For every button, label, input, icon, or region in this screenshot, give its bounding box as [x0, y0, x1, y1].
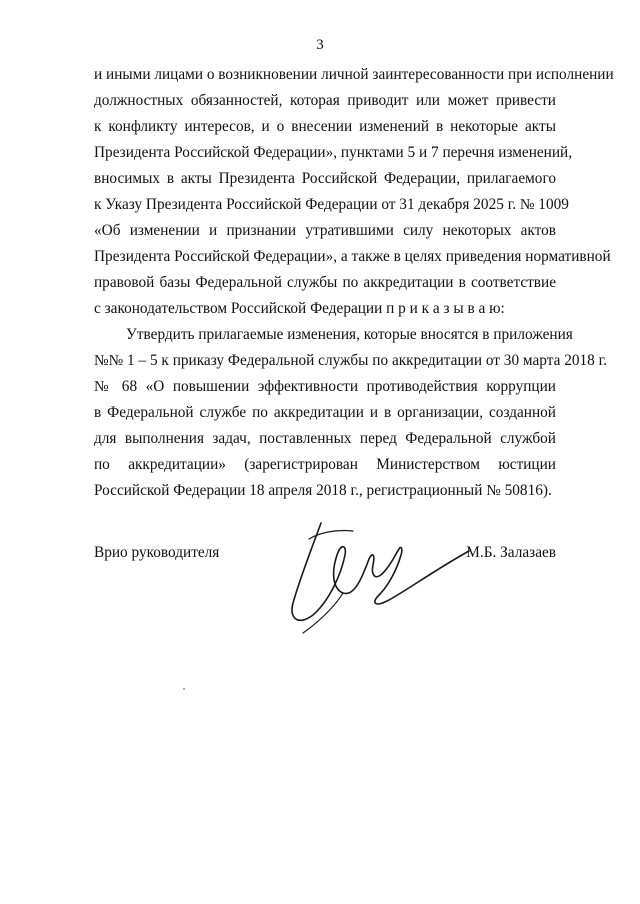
text-line: Российской Федерации 18 апреля 2018 г., регистрационный № 50816).	[94, 482, 552, 499]
text-line: должностных обязанностей, которая приводит или может привести	[94, 92, 556, 109]
text-line: Президента Российской Федерации», пунктами 5 и 7 перечня изменений,	[94, 144, 573, 161]
signer-name: М.Б. Залазаев	[466, 544, 556, 561]
scan-speck	[183, 688, 185, 690]
page-number: 3	[316, 37, 324, 53]
text-line: и иными лицами о возникновении личной заинтересованности при исполнении	[94, 66, 614, 83]
text-line: «Об изменении и признании утратившими силу некоторых актов	[94, 222, 556, 239]
text-line: вносимых в акты Президента Российской Федерации, прилагаемого	[94, 170, 556, 187]
text-line: по аккредитации» (зарегистрирован Министерством юстиции	[94, 456, 556, 473]
text-line: в Федеральной службе по аккредитации и в организации, созданной	[94, 404, 556, 421]
text-line: к Указу Президента Российской Федерации от 31 декабря 2025 г. № 1009	[94, 196, 569, 213]
text-line: Утвердить прилагаемые изменения, которые вносятся в приложения	[126, 326, 573, 343]
text-line: № 68 «О повышении эффективности противодействия коррупции	[94, 378, 556, 395]
text-line: с законодательством Российской Федерации п р и к а з ы в а ю:	[94, 300, 505, 317]
signer-position: Врио руководителя	[94, 544, 220, 561]
document-body	[94, 62, 614, 504]
handwritten-signature	[283, 515, 473, 635]
text-line: №№ 1 – 5 к приказу Федеральной службы по аккредитации от 30 марта 2018 г.	[94, 352, 608, 369]
text-line: правовой базы Федеральной службы по аккредитации в соответствие	[94, 274, 556, 291]
text-line: Президента Российской Федерации», а также в целях приведения нормативной	[94, 248, 611, 265]
text-line: к конфликту интересов, и о внесении изменений в некоторые акты	[94, 118, 556, 135]
text-line: для выполнения задач, поставленных перед Федеральной службой	[94, 430, 556, 447]
